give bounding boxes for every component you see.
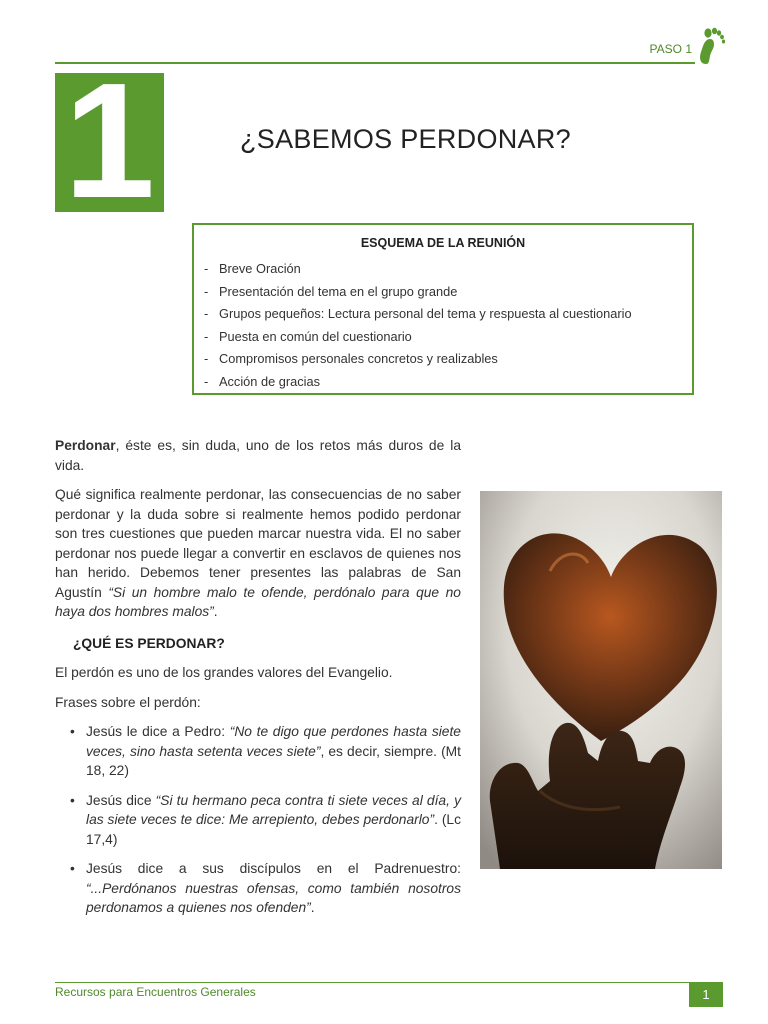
quote-post: . (Lc 17,4) xyxy=(86,812,461,847)
step-number: 1 xyxy=(63,73,156,212)
intro-paragraph xyxy=(55,436,461,475)
bullet-marker: • xyxy=(70,792,75,808)
dash-marker: - xyxy=(204,328,209,344)
outline-item-text: Puesta en común del cuestionario xyxy=(219,328,412,344)
page-number: 1 xyxy=(689,983,723,1007)
phrases-intro: Frases sobre el perdón: xyxy=(55,694,201,710)
step-number-box xyxy=(55,73,164,212)
section-heading: ¿QUÉ ES PERDONAR? xyxy=(73,635,225,651)
gospel-paragraph: El perdón es uno de los grandes valores del Evangelio. xyxy=(55,665,393,680)
footprint-icon xyxy=(694,24,726,66)
heart-hand-photo xyxy=(480,491,722,869)
quote-pre: Jesús dice a sus discípulos en el Padrenuestro: xyxy=(86,861,461,876)
quote-item xyxy=(55,791,461,850)
intro-bold-word: Perdonar xyxy=(55,438,116,453)
bullet-marker: • xyxy=(70,724,75,739)
page-title: ¿SABEMOS PERDONAR? xyxy=(240,124,571,154)
meeting-outline-box xyxy=(192,223,694,395)
augustine-quote: “Si un hombre malo te ofende, perdónalo para que no haya dos hombres malos” xyxy=(55,584,461,619)
intro-text: , éste es, sin duda, uno de los retos más duros de la vida. xyxy=(55,438,461,473)
quote-text: “No te digo que perdones hasta siete veces, sino hasta setenta veces siete” xyxy=(86,724,461,759)
context-end: . xyxy=(213,604,218,619)
context-paragraph xyxy=(55,485,461,622)
header-divider xyxy=(55,62,695,64)
quote-text: “...Perdónanos nuestras ofensas, como también nosotros perdonamos a quienes nos ofenden” xyxy=(86,880,461,915)
footer-text: Recursos para Encuentros Generales xyxy=(55,985,256,999)
section-label: PASO 1 xyxy=(649,42,692,56)
context-text: Qué significa realmente perdonar, las consecuencias de no saber perdonar y la duda sobre si realmente hemos podido perdonar son tres cuestiones que pueden marcar nuestra vida. El no saber perdonar nos puede llegar a convertir en esclavos de quienes nos han herido. Debemos tener presentes las palabras de San Agustín xyxy=(55,487,461,600)
outline-item-text: Compromisos personales concretos y realizables xyxy=(219,351,498,367)
bullet-marker: • xyxy=(70,861,75,876)
outline-item xyxy=(204,281,632,304)
outline-item xyxy=(204,326,632,349)
outline-item-text: Grupos pequeños: Lectura personal del tema y respuesta al cuestionario xyxy=(219,306,632,322)
article-body xyxy=(55,436,461,928)
meeting-outline-title: ESQUEMA DE LA REUNIÓN xyxy=(360,236,526,250)
dash-marker: - xyxy=(204,351,209,367)
quote-post: . xyxy=(310,900,315,915)
dash-marker: - xyxy=(204,306,209,322)
outline-item xyxy=(204,371,632,394)
quote-pre: Jesús le dice a Pedro: xyxy=(86,724,230,739)
outline-item-text: Breve Oración xyxy=(219,261,301,276)
dash-marker: - xyxy=(204,261,209,276)
outline-item-text: Acción de gracias xyxy=(219,373,321,389)
outline-item xyxy=(204,348,632,371)
dash-marker: - xyxy=(204,373,209,389)
quote-text: “Si tu hermano peca contra ti siete veces al día, y las siete veces te dice: Me arrepiento, debes perdonarlo” xyxy=(86,792,461,827)
quote-item xyxy=(55,722,461,781)
outline-item-text: Presentación del tema en el grupo grande xyxy=(219,283,458,299)
outline-item xyxy=(204,303,632,326)
quote-pre: Jesús dice xyxy=(86,792,156,808)
footer-divider xyxy=(55,982,723,983)
meeting-outline-list xyxy=(204,258,632,394)
quote-item xyxy=(55,859,461,918)
quote-post: , es decir, siempre. (Mt 18, 22) xyxy=(86,743,462,778)
quotes-list xyxy=(55,722,461,918)
outline-item xyxy=(204,258,632,281)
dash-marker: - xyxy=(204,283,209,299)
